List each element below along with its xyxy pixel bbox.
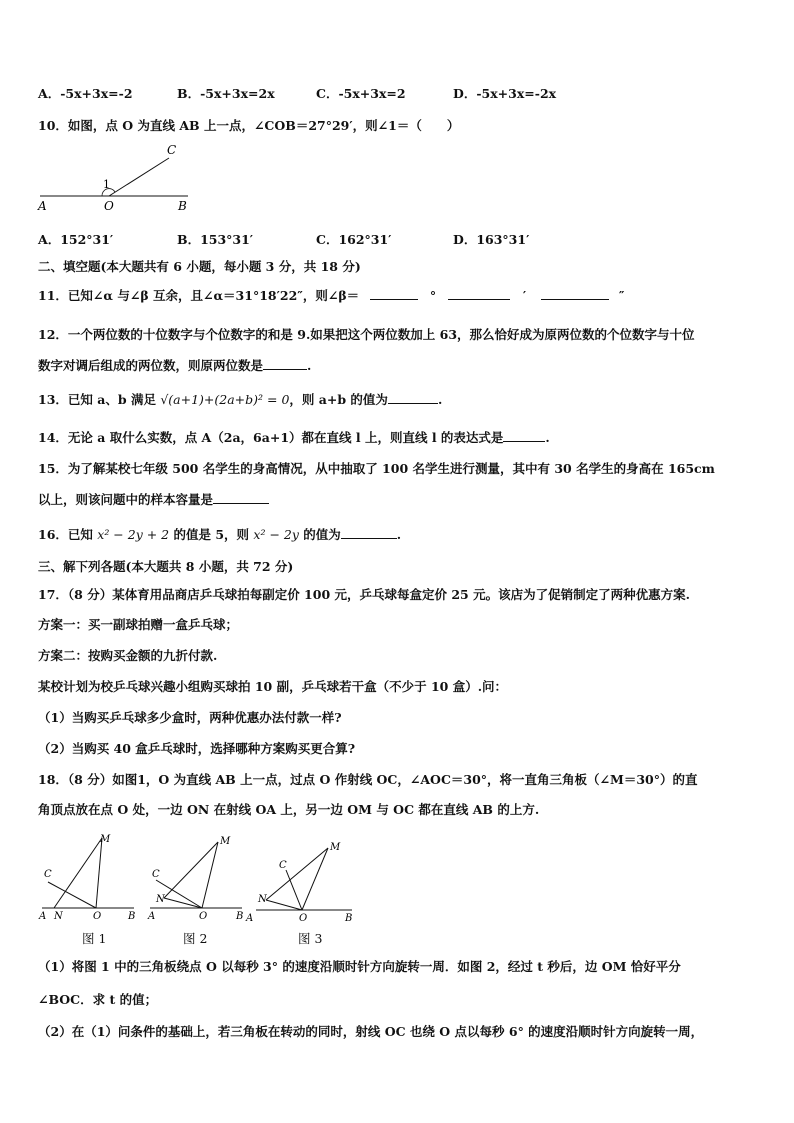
section2-heading: 二、填空题(本大题共有 6 小题，每小题 3 分，共 18 分): [38, 259, 361, 274]
q15-line2: 以上，则该问题中的样本容量是: [38, 492, 214, 507]
q18-f3-label-b: B: [345, 913, 353, 924]
q18-line1: 18．（8 分）如图1，O 为直线 AB 上一点，过点 O 作射线 OC，∠AOC＝30°，将一直角三角板（∠M＝30°）的直: [38, 772, 698, 787]
q18-f1-label-b: B: [128, 911, 136, 922]
q18-f2-label-a: A: [148, 911, 156, 922]
q18-caption-1: 图 1: [82, 931, 107, 946]
q17-line6: （2）当购买 40 盒乒乓球时，选择哪种方案购买更合算?: [38, 741, 356, 756]
q9-option-c: C．-5x+3x=2: [316, 86, 406, 101]
q17-line4: 某校计划为校乒乓球兴趣小组购买球拍 10 副，乒乓球若干盒（不少于 10 盒）.问：: [38, 679, 508, 694]
q16-post: 的值为: [303, 527, 341, 542]
q18-f3-label-a: A: [246, 913, 254, 924]
q10-option-b: B．153°31′: [177, 232, 254, 247]
q11-blank-deg[interactable]: [370, 287, 418, 300]
q18-part2-line1: （2）在（1）问条件的基础上，若三角板在转动的同时，射线 OC 也绕 O 点以每秒 6° 的速度沿顺时针方向旋转一周，: [38, 1024, 704, 1039]
q18-caption-3: 图 3: [298, 931, 323, 946]
q14-text: 14．无论 a 取什么实数，点 A（2a，6a+1）都在直线 l 上，则直线 l 的表达式是: [38, 430, 504, 445]
q11-blank-min[interactable]: [448, 287, 510, 300]
q18-f1-label-m: M: [100, 834, 111, 845]
q16-answer-blank[interactable]: [341, 526, 397, 539]
q11-text: 11．已知∠α 与∠β 互余，且∠α＝31°18′22″，则∠β＝: [38, 288, 360, 303]
q13-answer-blank[interactable]: [388, 391, 438, 404]
q18-line2: 角顶点放在点 O 处，一边 ON 在射线 OA 上，另一边 OM 与 OC 都在直线 AB 的上方.: [38, 802, 540, 817]
q10-label-1: 1: [103, 178, 110, 191]
q11-deg: °: [429, 288, 437, 303]
q18-f1-label-o: O: [93, 911, 102, 922]
q17-line3: 方案二：按购买金额的九折付款.: [38, 648, 218, 663]
q12-line2-row: 数字对调后组成的两位数，则原两位数是 .: [38, 358, 312, 373]
q11-blank-sec[interactable]: [541, 287, 609, 300]
q18-f3-label-n: N: [258, 894, 267, 905]
q18-f3-label-m: M: [330, 842, 341, 853]
q18-figure-1: [38, 834, 135, 922]
q18-figure-2: [147, 836, 243, 922]
q13-post: ，则 a+b 的值为: [289, 392, 388, 407]
q18-part1-line1: （1）将图 1 中的三角板绕点 O 以每秒 3° 的速度沿顺时针方向旋转一周．如图 2，经过 t 秒后，边 OM 恰好平分: [38, 959, 681, 974]
q14-answer-blank[interactable]: [503, 429, 545, 442]
q18-f2-label-c: C: [152, 869, 160, 880]
q18-f2-label-o: O: [199, 911, 208, 922]
q12-answer-blank[interactable]: [263, 357, 307, 370]
q18-f1-label-a: A: [39, 911, 47, 922]
q15-answer-blank[interactable]: [213, 491, 269, 504]
q18-f2-label-n: N: [156, 894, 165, 905]
q16-pre: 16．已知: [38, 527, 93, 542]
q10-label-b: B: [178, 199, 187, 213]
q14-end: .: [545, 430, 550, 445]
q10-option-c: C．162°31′: [316, 232, 392, 247]
q18-f3-label-o: O: [299, 913, 308, 924]
q13-end: .: [437, 392, 443, 407]
q18-caption-2: 图 2: [183, 931, 208, 946]
q11-sec: ″: [618, 288, 625, 303]
q12-line1: 12．一个两位数的十位数字与个位数字的和是 9.如果把这个两位数加上 63，那么恰好成为原两位数的个位数字与十位: [38, 327, 695, 342]
q18-f1-label-n: N: [54, 911, 63, 922]
q17-line2: 方案一：买一副球拍赠一盒乒乓球；: [38, 617, 239, 632]
q16-expr2: x² − 2y: [253, 527, 299, 542]
q17-line1: 17．（8 分）某体育用品商店乒乓球拍每副定价 100 元，乒乓球每盒定价 25 元。该店为了促销制定了两种优惠方案.: [38, 587, 690, 602]
q9-option-d: D．-5x+3x=-2x: [453, 86, 557, 101]
q11-min: ′: [522, 288, 527, 303]
q13: [38, 390, 442, 408]
q10-text: 10．如图，点 O 为直线 AB 上一点，∠COB＝27°29′，则∠1＝（ ）: [38, 118, 460, 133]
q10-option-d: D．163°31′: [453, 232, 530, 247]
q10-label-a: A: [38, 199, 47, 213]
q18-f2-label-b: B: [236, 911, 244, 922]
q13-pre: 13．已知 a、b 满足: [38, 392, 156, 407]
q12-line2: 数字对调后组成的两位数，则原两位数是: [38, 358, 264, 373]
q18-f2-label-m: M: [220, 836, 231, 847]
q17-line5: （1）当购买乒乓球多少盒时，两种优惠办法付款一样?: [38, 710, 342, 725]
q18-f3-label-c: C: [279, 860, 287, 871]
q10-label-c: C: [167, 143, 177, 157]
q16-end: .: [396, 527, 402, 542]
q10-label-o: O: [104, 199, 114, 213]
q18-f1-label-c: C: [44, 869, 52, 880]
q9-option-a: A．-5x+3x=-2: [38, 86, 133, 101]
q10-option-a: A．152°31′: [38, 232, 114, 247]
q13-expr: √(a+1)+(2a+b)² = 0: [160, 392, 290, 407]
q16-mid: 的值是 5，则: [173, 527, 250, 542]
section3-heading: 三、解下列各题(本大题共 8 小题，共 72 分): [38, 559, 294, 574]
q18-figure-3: [245, 842, 352, 924]
q15-line2-row: [38, 490, 269, 508]
q18-part1-line2: ∠BOC．求 t 的值；: [38, 992, 158, 1007]
q16-expr1: x² − 2y + 2: [97, 527, 170, 542]
q9-option-b: B．-5x+3x=2x: [177, 86, 275, 101]
q10-figure: [36, 140, 196, 215]
q11: [38, 286, 624, 304]
q15-line1: 15．为了解某校七年级 500 名学生的身高情况，从中抽取了 100 名学生进行测量，其中有 30 名学生的身高在 165cm: [38, 461, 715, 476]
q18-figures: [36, 830, 366, 930]
q14: [38, 428, 550, 446]
q16: [38, 525, 401, 543]
